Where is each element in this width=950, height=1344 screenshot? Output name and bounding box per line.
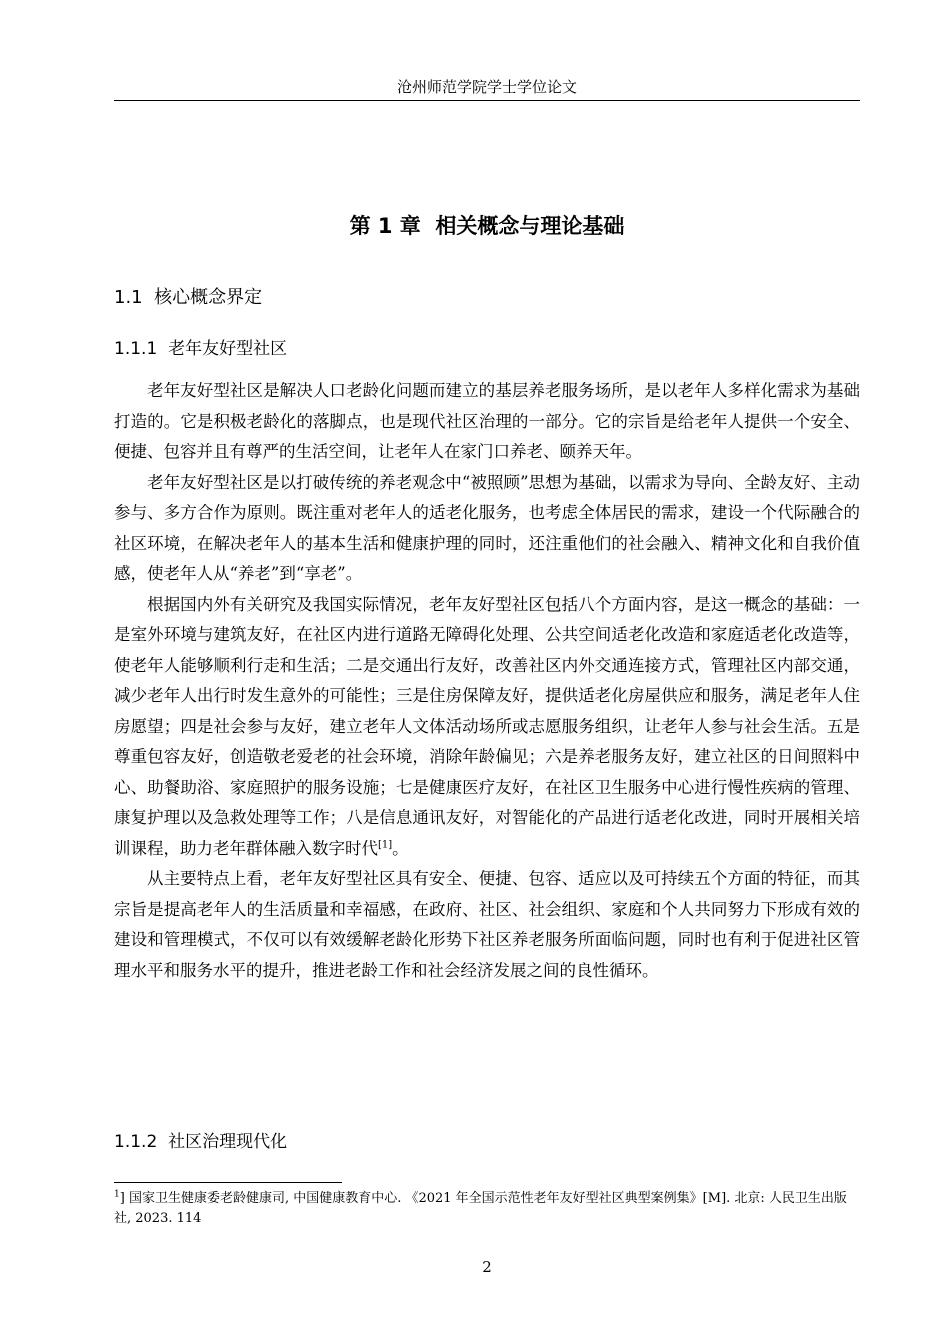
subsection-title-1-1-1: 1.1.1 老年友好型社区 [114,339,288,359]
paragraph: 老年友好型社区是解决人口老龄化问题而建立的基层养老服务场所，是以老年人多样化需求为基础打造的。它是积极老龄化的落脚点，也是现代社区治理的一部分。它的宗旨是给老年人提供一个安全、便捷、包容并且有尊严的生活空间，让老年人在家门口养老、颐养天年。 [114,381,860,461]
chapter-title: 第 1 章 相关概念与理论基础 [349,214,625,238]
body-text [114,376,860,986]
subsection-title-1-1-2: 1.1.2 社区治理现代化 [114,1132,288,1152]
page-number: 2 [482,1258,492,1276]
paragraph-text: 根据国内外有关研究及我国实际情况，老年友好型社区包括八个方面内容，是这一概念的基础：一是室外环境与建筑友好，在社区内进行道路无障碍化处理、公共空间适老化改造和家庭适老化改造等，使老年人能够顺利行走和生活；二是交通出行友好，改善社区内外交通连接方式，管理社区内部交通，减少老年人出行时发生意外的可能性；三是住房保障友好，提供适老化房屋供应和服务，满足老年人住房愿望；四是社会参与友好，建立老年人文体活动场所或志愿服务组织，让老年人参与社会生活。五是尊重包容友好，创造敬老爱老的社会环境，消除年龄偏见；六是养老服务友好，建立社区的日间照料中心、助餐助浴、家庭照护的服务设施；七是健康医疗友好，在社区卫生服务中心进行慢性疾病的管理、康复护理以及急救处理等工作；八是信息通讯友好，对智能化的产品进行适老化改进，同时开展相关培训课程，助力老年群体融入数字时代 [114,594,860,858]
paragraph: 老年友好型社区是以打破传统的养老观念中“被照顾”思想为基础，以需求为导向、全龄友好、主动参与、多方合作为原则。既注重对老年人的适老化服务，也考虑全体居民的需求，建设一个代际融合的社区环境，在解决老年人的基本生活和健康护理的同时，还注重他们的社会融入、精神文化和自我价值感，使老年人从“养老”到“享老”。 [114,472,860,583]
citation-marker[interactable]: [1] [378,839,393,850]
paragraph-tail: 。 [392,838,409,858]
running-header: 沧州师范学院学士学位论文 [396,78,577,96]
footnote-marker: 1 [114,1189,120,1200]
section-title: 1.1 核心概念界定 [114,287,263,308]
footnote [114,1189,860,1229]
header-rule [114,100,860,101]
paragraph-with-citation [114,590,860,865]
footnote-text: ] 国家卫生健康委老龄健康司, 中国健康教育中心. 《2021 年全国示范性老年友好型社区典型案例集》[M]. 北京: 人民卫生出版社, 2023. 114 [114,1191,847,1226]
paragraph: 从主要特点上看，老年友好型社区具有安全、便捷、包容、适应以及可持续五个方面的特征，而其宗旨是提高老年人的生活质量和幸福感，在政府、社区、社会组织、家庭和个人共同努力下形成有效的建设和管理模式，不仅可以有效缓解老龄化形势下社区养老服务所面临问题，同时也有利于促进社区管理水平和服务水平的提升，推进老龄工作和社会经济发展之间的良性循环。 [114,869,860,980]
footnote-rule [114,1182,342,1183]
